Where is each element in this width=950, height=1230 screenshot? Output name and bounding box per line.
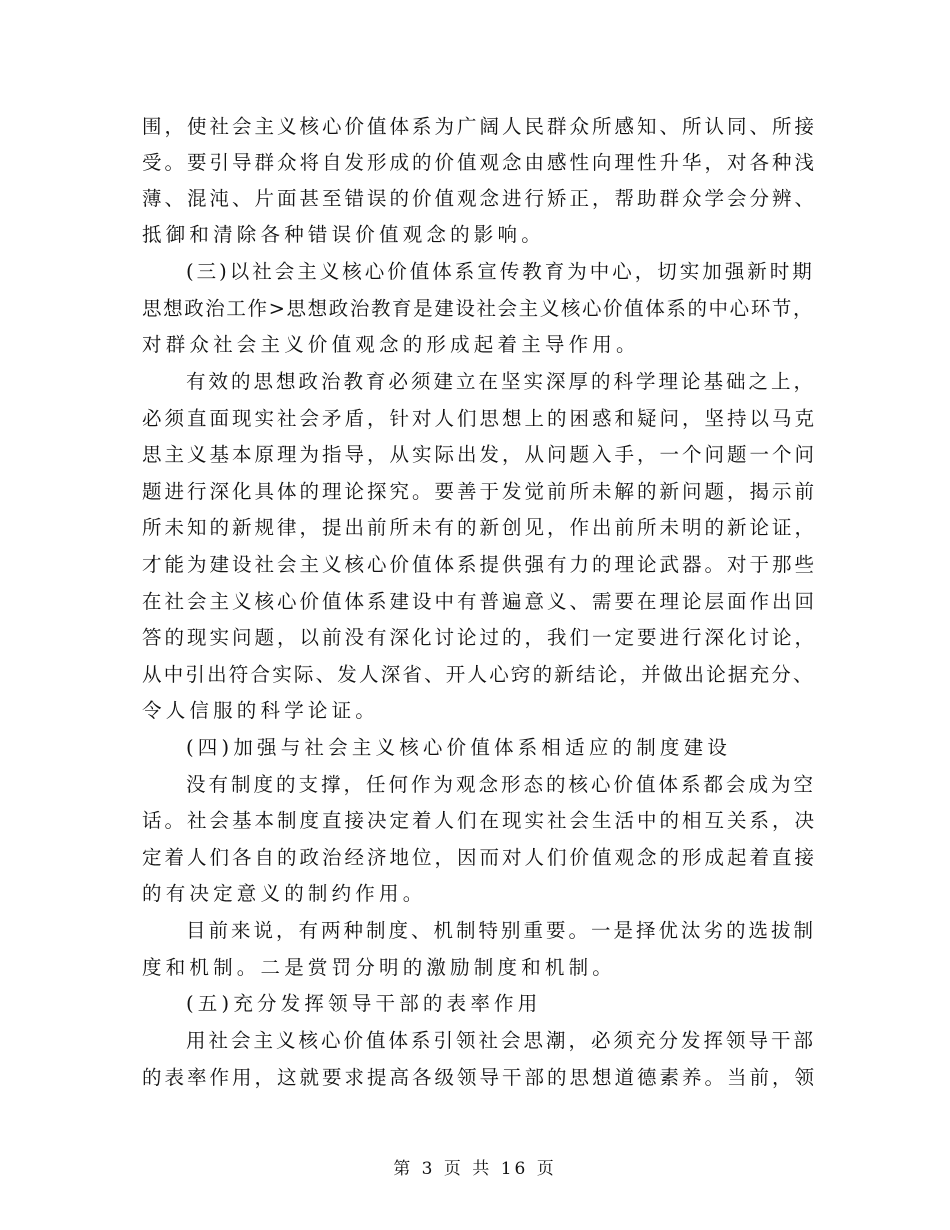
body-text-line: 抵御和清除各种错误价值观念的影响。	[142, 223, 545, 246]
body-text-line: 没有制度的支撑，任何作为观念形态的核心价值体系都会成为空	[186, 773, 817, 796]
body-text-line: 必须直面现实社会矛盾，针对人们思想上的困惑和疑问，坚持以马克	[142, 407, 818, 430]
body-text-line: 思想政治工作>思想政治教育是建设社会主义核心价值体系的中心环节，	[142, 297, 815, 320]
body-text-line: 的有决定意义的制约作用。	[142, 882, 427, 905]
body-text-line: 度和机制。二是赏罚分明的激励制度和机制。	[142, 956, 617, 979]
page-footer: 第 3 页 共 16 页	[393, 1159, 557, 1179]
body-text-line: 定着人们各自的政治经济地位，因而对人们价值观念的形成起着直接	[142, 846, 818, 869]
body-text-line: 令人信服的科学论证。	[142, 699, 380, 722]
body-text-line: 话。社会基本制度直接决定着人们在现实社会生活中的相互关系，决	[142, 809, 818, 832]
body-text-line: 在社会主义核心价值体系建设中有普遍意义、需要在理论层面作出回	[142, 590, 818, 613]
body-text-line: 有效的思想政治教育必须建立在坚实深厚的科学理论基础之上，	[186, 370, 817, 393]
body-text-line: 题进行深化具体的理论探究。要善于发觉前所未解的新问题，揭示前	[142, 480, 818, 503]
body-text-line: 用社会主义核心价值体系引领社会思潮，必须充分发挥领导干部	[186, 1029, 817, 1052]
body-text-line: 答的现实问题，以前没有深化讨论过的，我们一定要进行深化讨论，	[142, 626, 818, 649]
body-text-line: 所未知的新规律，提出前所未有的新创见，作出前所未明的新论证，	[142, 516, 818, 539]
body-text-line: 对群众社会主义价值观念的形成起着主导作用。	[142, 333, 640, 356]
section-heading: (三)以社会主义核心价值体系宣传教育为中心，切实加强新时期	[186, 260, 815, 283]
body-text-line: 受。要引导群众将自发形成的价值观念由感性向理性升华，对各种浅	[142, 151, 818, 174]
body-text-line: 从中引出符合实际、发人深省、开人心窍的新结论，并做出论据充分、	[142, 663, 815, 686]
section-heading: (五)充分发挥领导干部的表率作用	[186, 992, 542, 1015]
section-heading: (四)加强与社会主义核心价值体系相适应的制度建设	[186, 736, 732, 759]
body-text-line: 薄、混沌、片面甚至错误的价值观念进行矫正，帮助群众学会分辨、	[142, 187, 818, 210]
body-text-line: 才能为建设社会主义核心价值体系提供强有力的理论武器。对于那些	[142, 553, 818, 576]
body-text-line: 思主义基本原理为指导，从实际出发，从问题入手，一个问题一个问	[142, 443, 818, 466]
body-text-line: 围，使社会主义核心价值体系为广阔人民群众所感知、所认同、所接	[142, 115, 818, 138]
body-text-line: 目前来说，有两种制度、机制特别重要。一是择优汰劣的选拔制	[186, 919, 817, 942]
body-text-line: 的表率作用，这就要求提高各级领导干部的思想道德素养。当前，领	[142, 1066, 818, 1089]
